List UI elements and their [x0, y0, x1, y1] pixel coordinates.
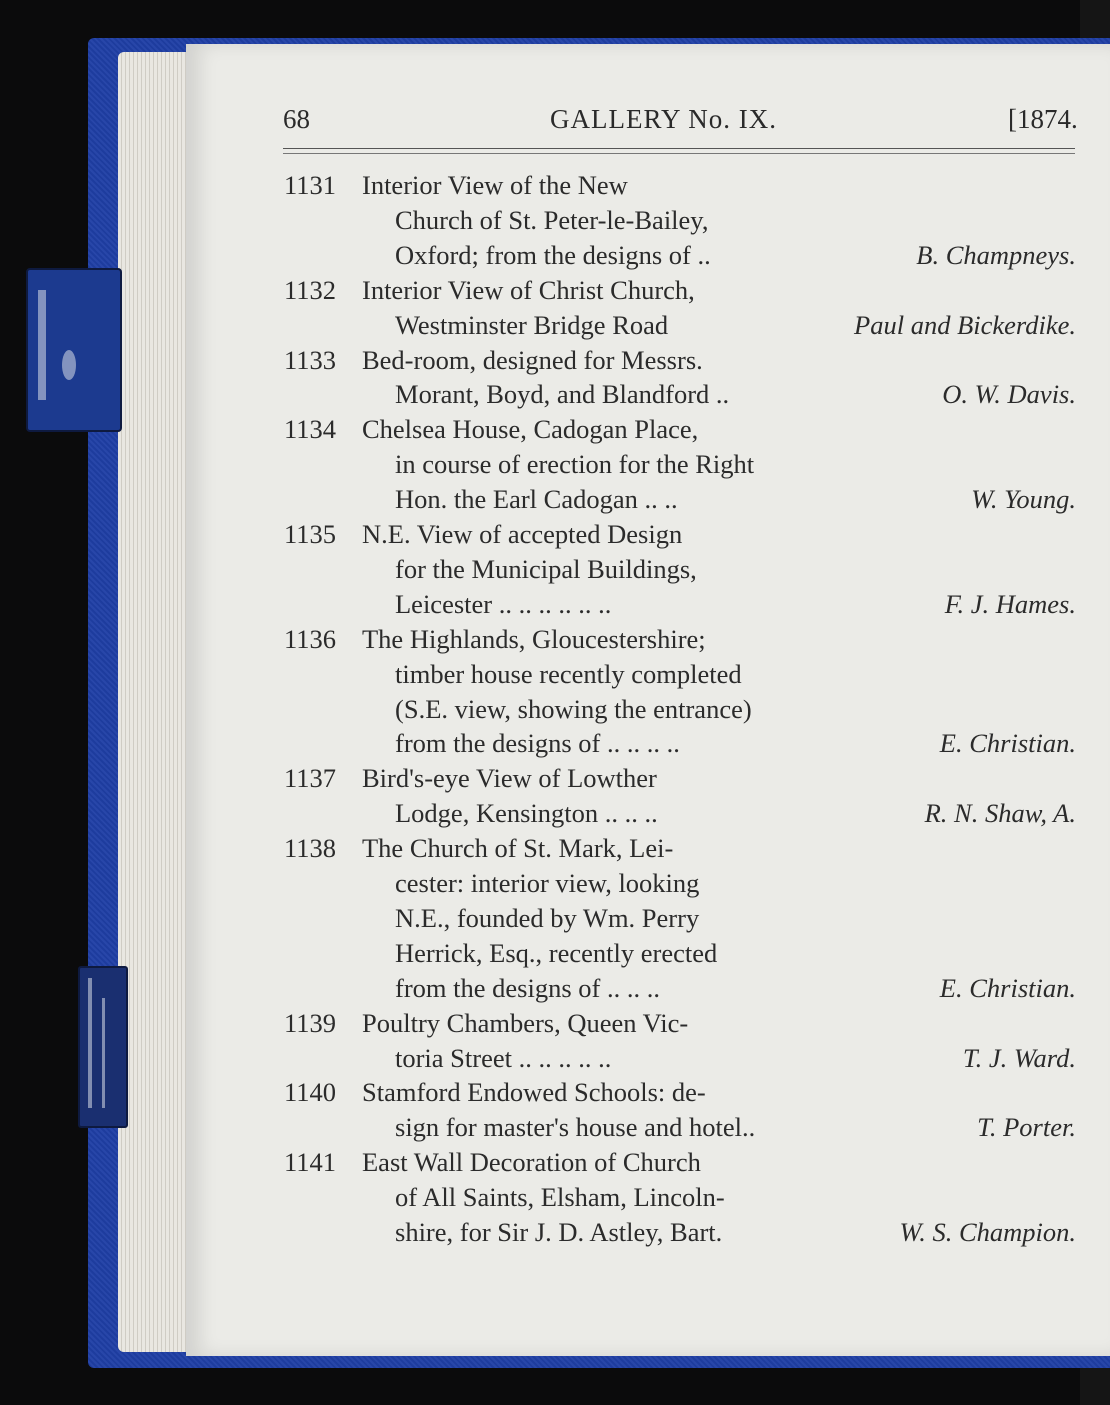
entry-text: Stamford Endowed Schools: de-	[362, 1077, 706, 1107]
entry-line	[0, 694, 1110, 728]
entry-number: 1135	[284, 519, 337, 549]
entry-text: East Wall Decoration of Church	[362, 1147, 701, 1177]
entry-line	[0, 1008, 1110, 1042]
page-title: GALLERY No. IX.	[550, 104, 777, 134]
entry-text: Leicester .. .. .. .. .. ..	[395, 589, 612, 619]
entry-number: 1131	[284, 170, 337, 200]
entry-artist: T. J. Ward.	[962, 1043, 1076, 1073]
entry-artist: O. W. Davis.	[942, 379, 1076, 409]
entry-line	[0, 1043, 1110, 1077]
entry-text: from the designs of .. .. .. ..	[395, 728, 680, 758]
entry-artist: T. Porter.	[977, 1112, 1076, 1142]
entry-line	[0, 973, 1110, 1007]
entry-text: shire, for Sir J. D. Astley, Bart.	[395, 1217, 723, 1247]
entry-text: cester: interior view, looking	[395, 868, 700, 898]
entry-text: in course of erection for the Right	[395, 449, 755, 479]
entry-line	[0, 659, 1110, 693]
entry-artist: W. Young.	[971, 484, 1076, 514]
entry-artist: E. Christian.	[939, 728, 1076, 758]
year: [1874.	[1008, 104, 1078, 134]
entry-text: N.E. View of accepted Design	[362, 519, 683, 549]
entry-text: Interior View of the New	[362, 170, 628, 200]
entry-text: The Church of St. Mark, Lei-	[362, 833, 674, 863]
entry-text: timber house recently completed	[395, 659, 742, 689]
entry-number: 1132	[284, 275, 337, 305]
entry-text: toria Street .. .. .. .. ..	[395, 1043, 612, 1073]
entry-text: (S.E. view, showing the entrance)	[395, 694, 752, 724]
entry-line	[0, 798, 1110, 832]
entry-line	[0, 938, 1110, 972]
entry-text: The Highlands, Gloucestershire;	[362, 624, 706, 654]
entry-line	[0, 240, 1110, 274]
entry-text: Herrick, Esq., recently erected	[395, 938, 718, 968]
entry-line	[0, 345, 1110, 379]
entry-number: 1138	[284, 833, 337, 863]
entry-line	[0, 1147, 1110, 1181]
header-rule	[283, 148, 1075, 149]
entry-line	[0, 903, 1110, 937]
entry-line	[0, 205, 1110, 239]
entry-line	[0, 763, 1110, 797]
entry-text: sign for master's house and hotel..	[395, 1112, 756, 1142]
entry-text: Chelsea House, Cadogan Place,	[362, 414, 699, 444]
entry-text: Morant, Boyd, and Blandford ..	[395, 379, 730, 409]
entry-line	[0, 170, 1110, 204]
entry-text: Interior View of Christ Church,	[362, 275, 695, 305]
entry-line	[0, 449, 1110, 483]
entry-line	[0, 1077, 1110, 1111]
entry-line	[0, 1217, 1110, 1251]
entry-artist: Paul and Bickerdike.	[854, 310, 1076, 340]
entry-line	[0, 414, 1110, 448]
entry-number: 1136	[284, 624, 337, 654]
entry-text: for the Municipal Buildings,	[395, 554, 697, 584]
entry-text: Bed-room, designed for Messrs.	[362, 345, 703, 375]
entry-line	[0, 624, 1110, 658]
entry-artist: B. Champneys.	[916, 240, 1076, 270]
entry-line	[0, 1182, 1110, 1216]
entry-line	[0, 484, 1110, 518]
entry-line	[0, 519, 1110, 553]
entry-line	[0, 379, 1110, 413]
entry-text: Poultry Chambers, Queen Vic-	[362, 1008, 689, 1038]
entry-number: 1134	[284, 414, 337, 444]
entry-text: Church of St. Peter-le-Bailey,	[395, 205, 709, 235]
entry-text: Hon. the Earl Cadogan .. ..	[395, 484, 678, 514]
page-number: 68	[283, 104, 310, 134]
entry-line	[0, 589, 1110, 623]
entry-text: from the designs of .. .. ..	[395, 973, 660, 1003]
entry-line	[0, 1112, 1110, 1146]
entry-artist: R. N. Shaw, A.	[924, 798, 1076, 828]
entry-text: N.E., founded by Wm. Perry	[395, 903, 700, 933]
entry-line	[0, 275, 1110, 309]
entry-artist: E. Christian.	[939, 973, 1076, 1003]
entry-artist: F. J. Hames.	[944, 589, 1076, 619]
entry-number: 1139	[284, 1008, 337, 1038]
entry-line	[0, 833, 1110, 867]
entry-artist: W. S. Champion.	[899, 1217, 1076, 1247]
entry-line	[0, 868, 1110, 902]
entry-number: 1141	[284, 1147, 337, 1177]
entry-text: Oxford; from the designs of ..	[395, 240, 711, 270]
entry-text: Westminster Bridge Road	[395, 310, 669, 340]
entry-number: 1133	[284, 345, 337, 375]
entry-text: of All Saints, Elsham, Lincoln-	[395, 1182, 725, 1212]
entry-text: Bird's-eye View of Lowther	[362, 763, 657, 793]
header-rule	[283, 153, 1075, 154]
entry-line	[0, 728, 1110, 762]
entry-number: 1140	[284, 1077, 337, 1107]
page-header	[0, 104, 1110, 144]
entry-number: 1137	[284, 763, 337, 793]
entry-text: Lodge, Kensington .. .. ..	[395, 798, 658, 828]
entry-line	[0, 554, 1110, 588]
entry-line	[0, 310, 1110, 344]
